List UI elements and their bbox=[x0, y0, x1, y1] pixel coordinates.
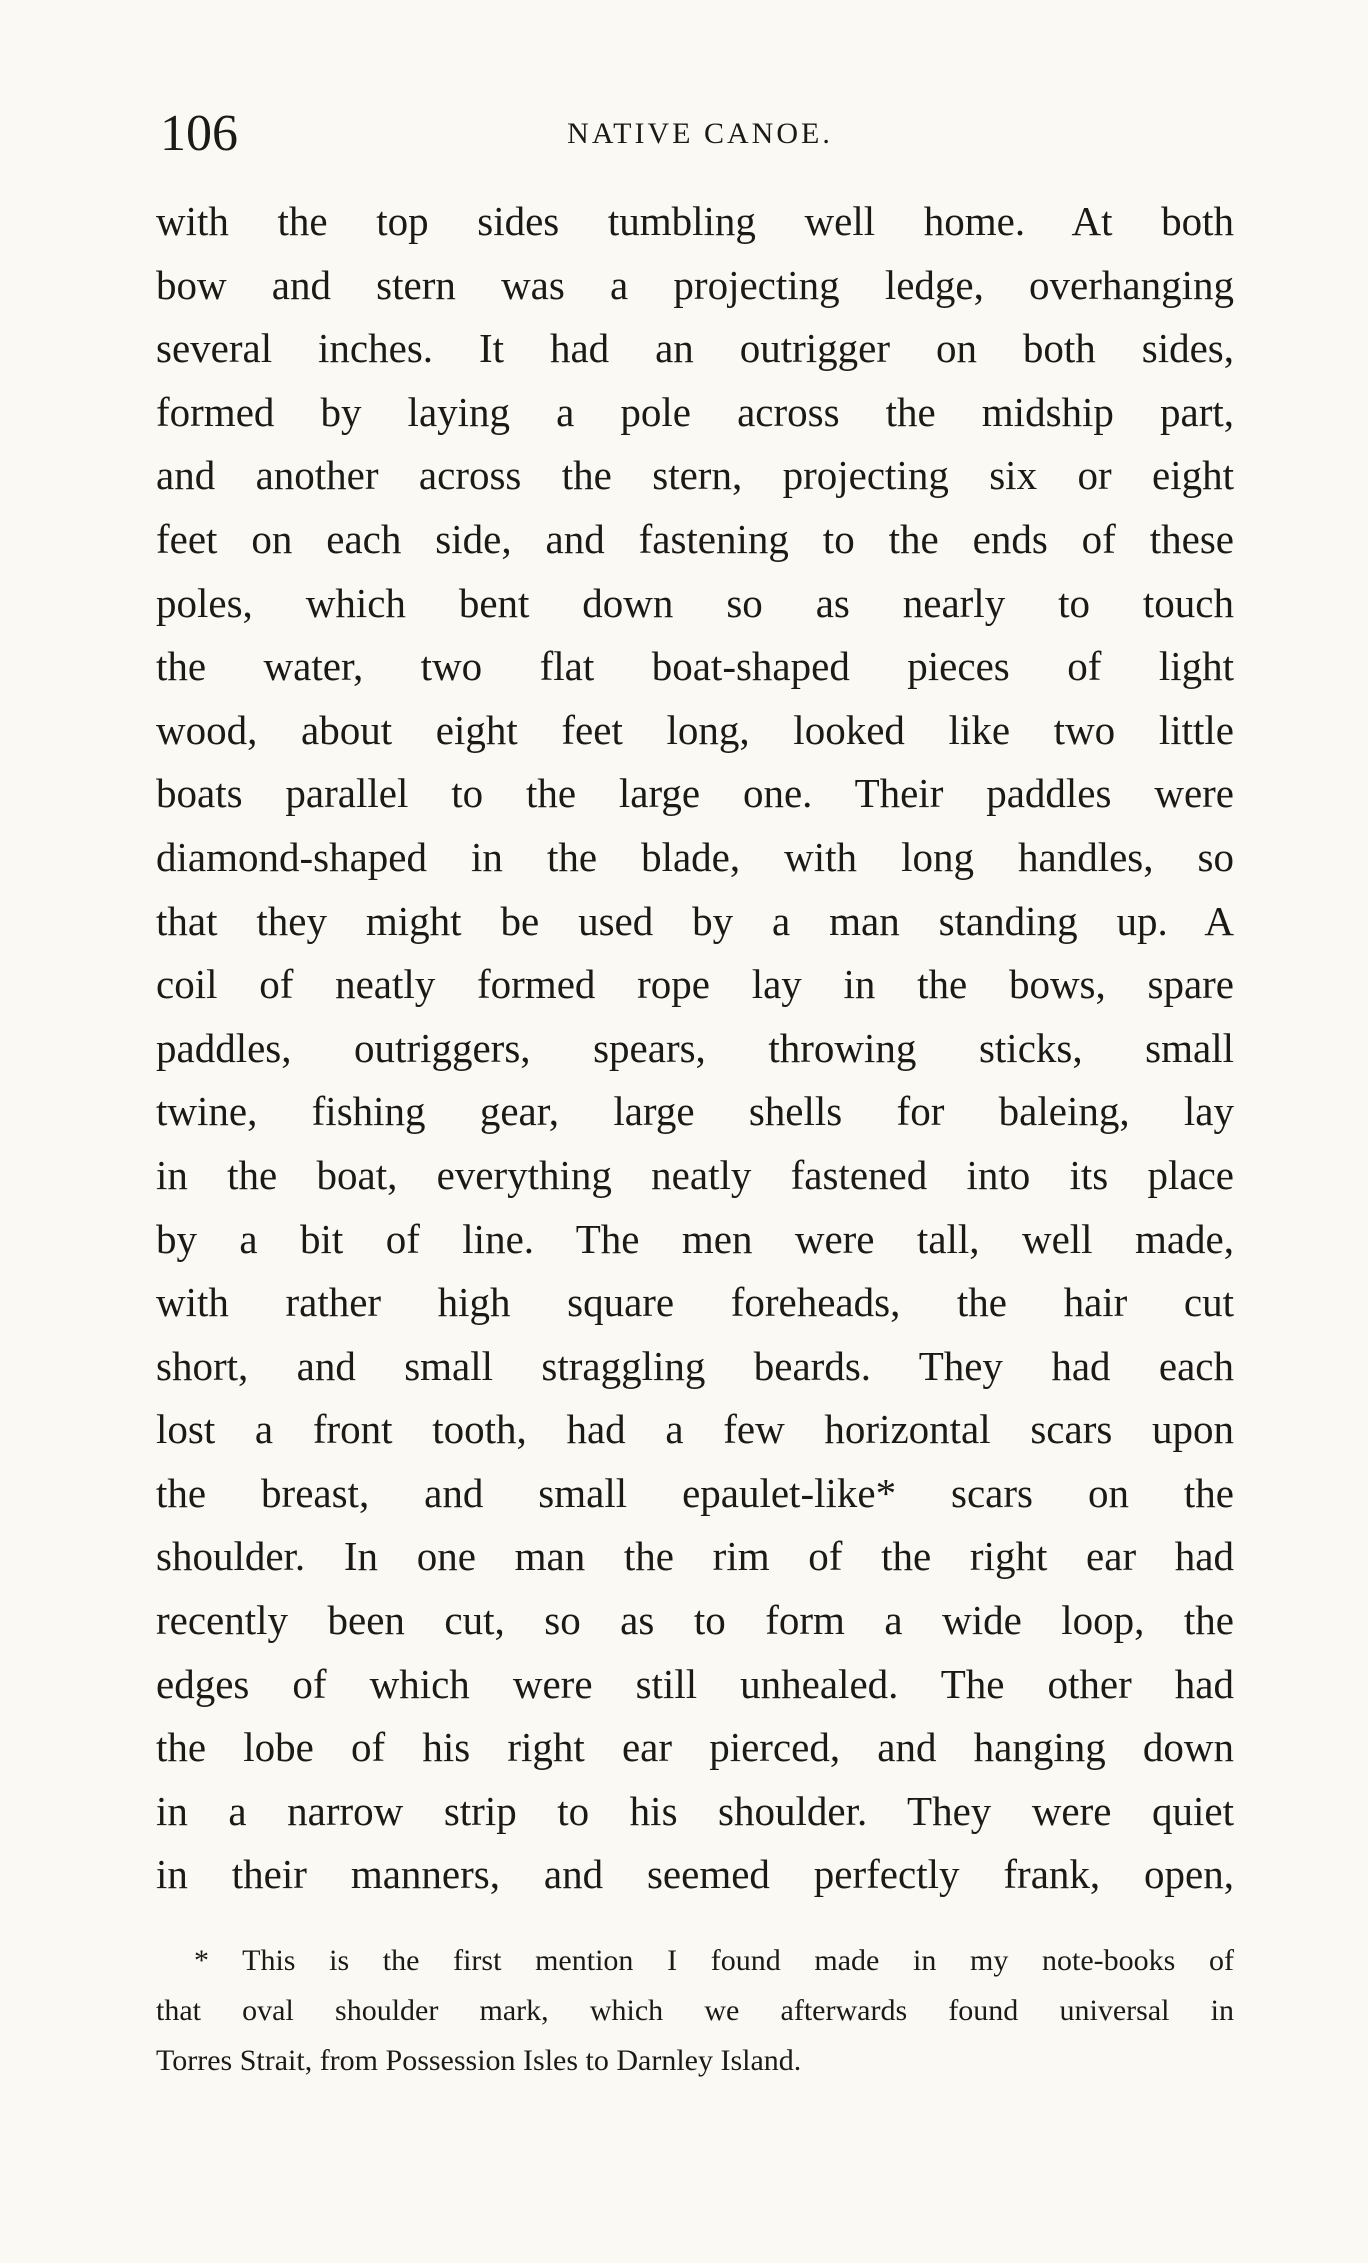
text-line: that they might be used by a man standing up. A bbox=[156, 897, 1234, 944]
body-text bbox=[156, 190, 1234, 1907]
text-line: twine, fishing gear, large shells for baleing, lay bbox=[156, 1088, 1234, 1135]
text-line: poles, which bent down so as nearly to touch bbox=[156, 579, 1234, 626]
text-line: wood, about eight feet long, looked like two little bbox=[156, 706, 1234, 753]
page-number: 106 bbox=[160, 105, 238, 162]
text-line: the breast, and small epaulet-like* scars on the bbox=[156, 1469, 1234, 1516]
text-line: the water, two flat boat-shaped pieces of light bbox=[156, 643, 1234, 690]
text-line: diamond-shaped in the blade, with long handles, so bbox=[156, 833, 1234, 880]
page-header bbox=[160, 104, 1240, 164]
text-line: lost a front tooth, had a few horizontal scars upon bbox=[156, 1406, 1234, 1453]
text-line: and another across the stern, projecting six or eight bbox=[156, 452, 1234, 499]
text-line: shoulder. In one man the rim of the right ear had bbox=[156, 1533, 1234, 1580]
text-line: bow and stern was a projecting ledge, overhanging bbox=[156, 261, 1234, 308]
text-line: by a bit of line. The men were tall, well made, bbox=[156, 1215, 1234, 1262]
text-line: in the boat, everything neatly fastened into its place bbox=[156, 1151, 1234, 1198]
text-line: paddles, outriggers, spears, throwing sticks, small bbox=[156, 1024, 1234, 1071]
text-line: with the top sides tumbling well home. At both bbox=[156, 198, 1234, 244]
text-line: short, and small straggling beards. They had each bbox=[156, 1342, 1234, 1389]
text-line: in a narrow strip to his shoulder. They were quiet bbox=[156, 1787, 1234, 1834]
text-line: several inches. It had an outrigger on both sides, bbox=[156, 325, 1234, 372]
text-line: recently been cut, so as to form a wide loop, the bbox=[156, 1597, 1234, 1644]
text-line: the lobe of his right ear pierced, and hanging down bbox=[156, 1724, 1234, 1771]
text-line: boats parallel to the large one. Their paddles were bbox=[156, 770, 1234, 817]
text-line: with rather high square foreheads, the hair cut bbox=[156, 1279, 1234, 1326]
running-head: NATIVE CANOE. bbox=[567, 117, 833, 150]
footnote bbox=[156, 1936, 1234, 2086]
footnote-line: Torres Strait, from Possession Isles to Darnley Island. bbox=[156, 2044, 802, 2077]
text-line: edges of which were still unhealed. The other had bbox=[156, 1660, 1234, 1707]
text-line: formed by laying a pole across the midship part, bbox=[156, 388, 1234, 435]
text-line: coil of neatly formed rope lay in the bows, spare bbox=[156, 961, 1234, 1008]
footnote-line: that oval shoulder mark, which we afterwards found universal in bbox=[156, 1994, 1234, 2027]
footnote-line: * This is the first mention I found made in my note-books of bbox=[194, 1944, 1234, 1977]
text-line: feet on each side, and fastening to the ends of these bbox=[156, 515, 1234, 562]
text-line: in their manners, and seemed perfectly frank, open, bbox=[156, 1851, 1234, 1898]
